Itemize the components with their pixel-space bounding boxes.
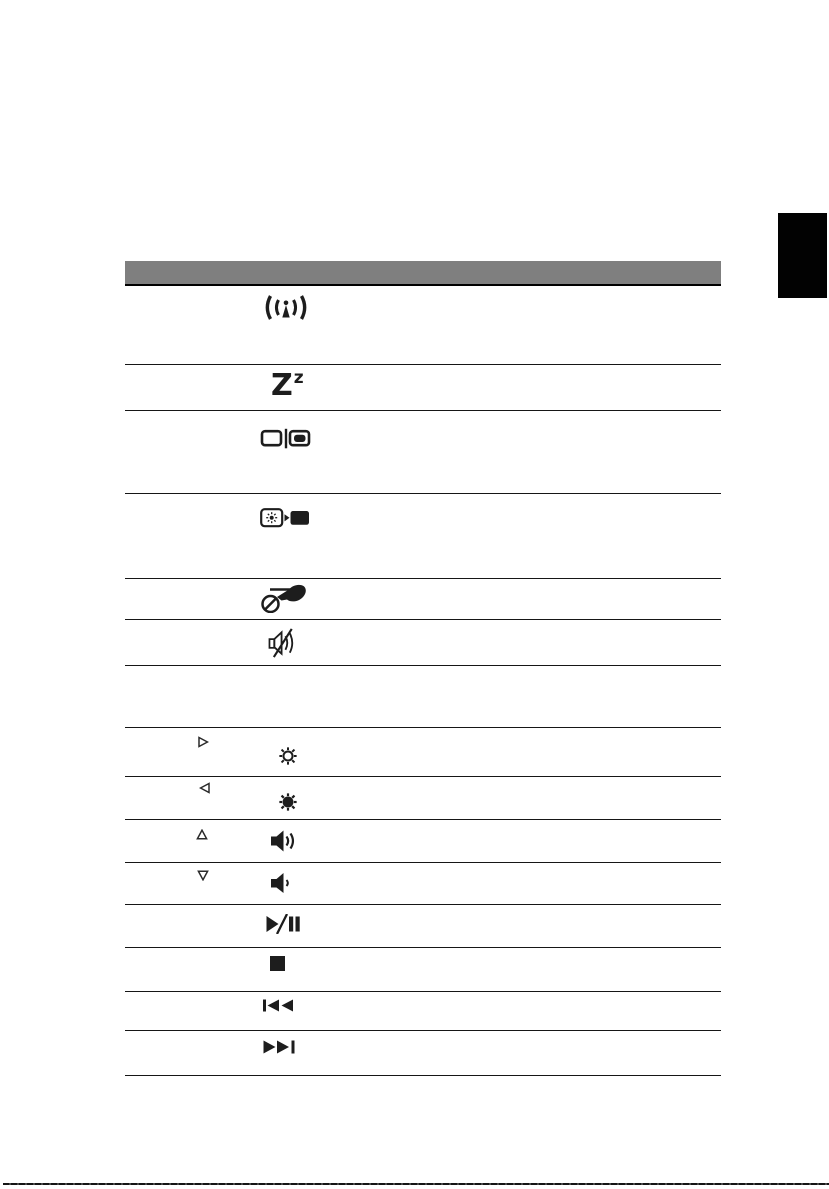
up-triangle-key-icon [196,829,208,840]
play-pause-icon [265,914,302,934]
hotkey-row-screen-blank [125,494,721,579]
previous-track-icon [262,999,296,1012]
hotkey-row-play-pause [125,905,721,948]
stop-icon [270,956,285,971]
hotkey-row-volume-up [125,820,721,863]
volume-up-icon [270,829,298,853]
left-triangle-key-icon [199,782,211,794]
down-triangle-key-icon [197,870,209,881]
hotkey-row-display-switch [125,411,721,494]
wireless-signal-icon [262,295,310,320]
hotkey-row-volume-down [125,863,721,905]
page-bottom-rule [3,1183,829,1185]
brightness-up-icon [278,746,298,766]
hotkey-row-brightness-down [125,777,721,820]
hotkey-row-blank [125,666,721,728]
hotkey-row-brightness-up [125,728,721,777]
sleep-small-z: z [293,368,304,388]
hotkey-row-touchpad-toggle [125,579,721,620]
touchpad-disable-icon [260,584,310,613]
hotkey-row-next-track [125,1031,721,1076]
language-chapter-tab [778,213,827,298]
screen-blank-icon [260,508,310,528]
hotkey-row-stop [125,948,721,992]
volume-down-icon [270,872,293,894]
sleep-big-z: Z [271,368,293,403]
display-switch-icon [260,428,313,449]
hotkey-row-wireless [125,286,721,365]
brightness-down-icon [278,792,298,812]
speaker-mute-icon [267,628,300,658]
hotkey-table [125,261,721,1076]
hotkey-row-previous-track [125,992,721,1031]
hotkey-row-sleep [125,365,721,411]
right-triangle-key-icon [197,736,209,748]
hotkey-row-speaker-mute [125,620,721,666]
sleep-z-icon [271,368,304,403]
next-track-icon [262,1040,297,1054]
table-header-bar [125,261,721,286]
